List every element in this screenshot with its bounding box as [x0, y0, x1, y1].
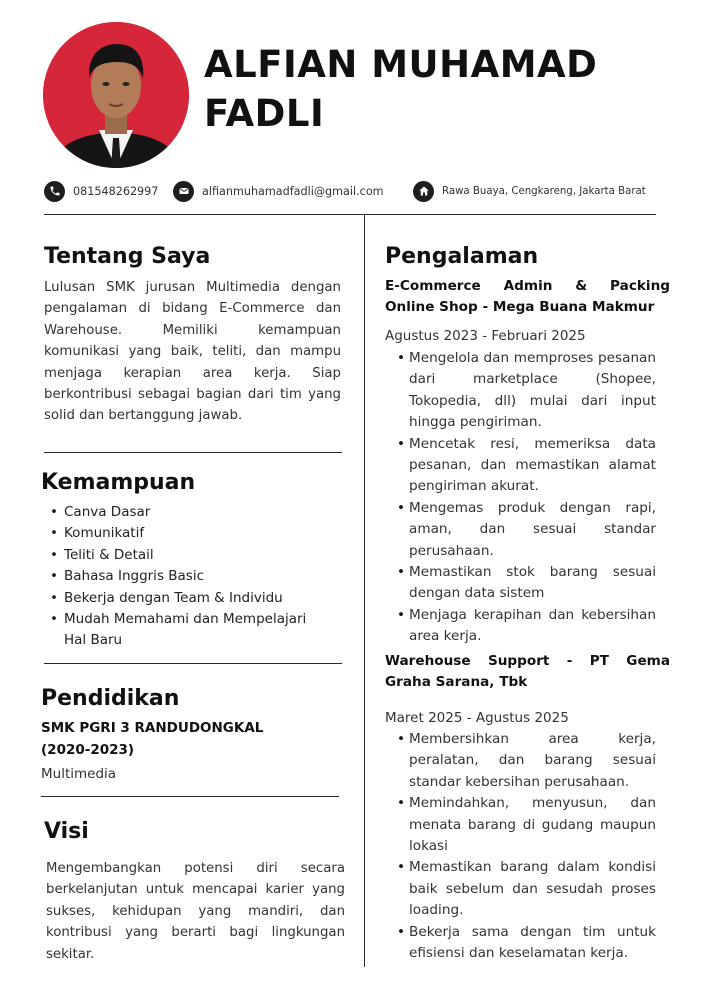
skill-item: • Mudah Memahami dan Mempelajari Hal Baru — [50, 609, 332, 652]
section-divider-3 — [41, 796, 339, 797]
skills-list — [50, 502, 350, 652]
job-1-title — [385, 276, 670, 319]
about-heading: Tentang Saya — [44, 244, 211, 269]
section-divider-1 — [44, 452, 342, 453]
job-1-title-line-2: Online Shop - Mega Buana Makmur — [385, 299, 655, 316]
phone-number: 081548262997 — [73, 184, 159, 198]
experience-heading: Pengalaman — [385, 244, 539, 269]
duty-item: • Bekerja sama dengan tim untuk efisiensi dan keselamatan kerja. — [397, 922, 656, 965]
skill-item: • Canva Dasar — [50, 502, 350, 523]
job-1-period: Agustus 2023 - Februari 2025 — [385, 328, 586, 344]
email-icon — [173, 181, 194, 202]
duty-item: • Mencetak resi, memeriksa data pesanan, dan memastikan alamat pengiriman akurat. — [397, 434, 656, 498]
job-1-duties — [397, 348, 656, 648]
duty-item: • Membersihkan area kerja, peralatan, dan barang sesuai standar kebersihan perusahaan. — [397, 729, 656, 793]
job-2-title-line-2: Graha Sarana, Tbk — [385, 674, 528, 691]
section-divider-2 — [44, 663, 342, 664]
skill-item: • Bekerja dengan Team & Individu — [50, 588, 350, 609]
contact-email — [173, 180, 384, 202]
vision-text: Mengembangkan potensi diri secara berkelanjutan untuk mencapai karier yang sukses, kehidupan yang mandiri, dan kontribusi yang berarti bagi lingkungan sekitar. — [46, 861, 345, 962]
job-2-duties — [397, 729, 656, 964]
job-2-title — [385, 651, 670, 694]
duty-item: • Mengemas produk dengan rapi, aman, dan sesuai standar perusahaan. — [397, 498, 656, 562]
profile-photo — [43, 22, 189, 168]
about-text: Lulusan SMK jurusan Multimedia dengan pengalaman di bidang E-Commerce dan Warehouse. Memiliki kemampuan komunikasi yang baik, teliti, dan mampu menjaga kerapian area kerja. Siap berkontribusi sebagai bagian dari tim yang solid dan bertanggung jawab. — [44, 280, 341, 424]
education-heading: Pendidikan — [41, 686, 180, 711]
duty-item: • Mengelola dan memproses pesanan dari marketplace (Shopee, Tokopedia, dll) mulai dari input hingga pengiriman. — [397, 348, 656, 434]
duty-item: • Memastikan stok barang sesuai dengan data sistem — [397, 562, 656, 605]
phone-icon — [44, 181, 65, 202]
header-divider — [44, 214, 656, 215]
home-address: Rawa Buaya, Cengkareng, Jakarta Barat — [442, 185, 646, 197]
person-portrait-illustration — [43, 22, 189, 168]
skill-item: • Bahasa Inggris Basic — [50, 566, 350, 587]
education-years: (2020-2023) — [41, 742, 135, 758]
email-address: alfianmuhamadfadli@gmail.com — [202, 184, 384, 198]
duty-item: • Menjaga kerapihan dan kebersihan area kerja. — [397, 605, 656, 648]
name-line-1: ALFIAN MUHAMAD — [204, 43, 598, 86]
job-1-title-line-1: E-Commerce Admin & Packing — [385, 278, 670, 294]
contact-phone — [44, 180, 158, 202]
home-icon — [413, 181, 434, 202]
duty-item: • Memindahkan, menyusun, dan menata barang di gudang maupun lokasi — [397, 793, 656, 857]
vision-heading: Visi — [44, 819, 89, 844]
education-major: Multimedia — [41, 766, 117, 782]
contact-address — [413, 180, 646, 202]
skill-item: • Komunikatif — [50, 523, 350, 544]
job-2-title-line-1: Warehouse Support - PT Gema — [385, 653, 670, 669]
name-line-2: FADLI — [204, 92, 325, 135]
job-2-period: Maret 2025 - Agustus 2025 — [385, 710, 569, 726]
skills-heading: Kemampuan — [41, 470, 196, 495]
column-divider — [364, 215, 365, 967]
skill-item: • Teliti & Detail — [50, 545, 350, 566]
full-name — [204, 40, 684, 138]
duty-item: • Memastikan barang dalam kondisi baik sebelum dan sesudah proses loading. — [397, 857, 656, 921]
education-school: SMK PGRI 3 RANDUDONGKAL — [41, 720, 264, 736]
